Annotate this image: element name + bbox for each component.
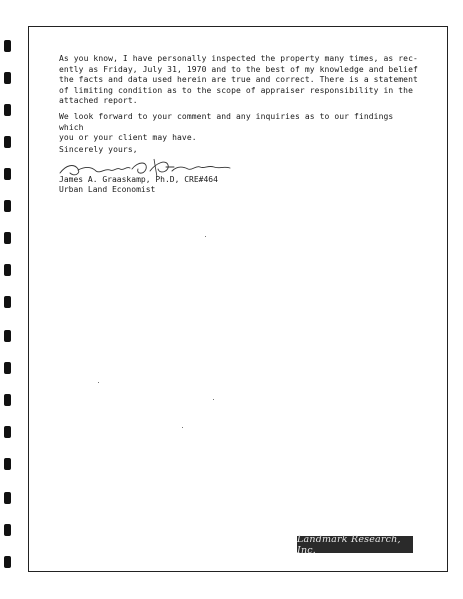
binding-hole: [4, 362, 11, 374]
company-logo-text: Landmark Research, Inc.: [297, 533, 401, 556]
binding-holes: [4, 40, 14, 580]
binding-hole: [4, 296, 11, 308]
binding-hole: [4, 104, 11, 116]
binding-hole: [4, 168, 11, 180]
binding-hole: [4, 136, 11, 148]
signer-name: James A. Graaskamp, Ph.D, CRE#464: [59, 175, 218, 184]
paragraph-inquiries: We look forward to your comment and any inquiries as to our findings which you or your client may have.: [59, 112, 394, 142]
paragraph-inspection: As you know, I have personally inspected the property many times, as rec- ently as Friday, July 31, 1970 and to the best of my knowledge and belief the facts and data used herein are true and correct. There is a statement of limiting condition as to the scope of appraiser responsibility in the attached report.: [59, 54, 418, 105]
binding-hole: [4, 524, 11, 536]
binding-hole: [4, 426, 11, 438]
binding-hole: [4, 492, 11, 504]
binding-hole: [4, 40, 11, 52]
binding-hole: [4, 72, 11, 84]
signer-title: Urban Land Economist: [59, 185, 156, 194]
binding-hole: [4, 200, 11, 212]
company-logo: [297, 533, 413, 556]
binding-hole: [4, 330, 11, 342]
binding-hole: [4, 394, 11, 406]
binding-hole: [4, 556, 11, 568]
closing-salutation: Sincerely yours,: [59, 145, 138, 154]
page-border: [28, 26, 448, 572]
binding-hole: [4, 232, 11, 244]
binding-hole: [4, 264, 11, 276]
binding-hole: [4, 458, 11, 470]
